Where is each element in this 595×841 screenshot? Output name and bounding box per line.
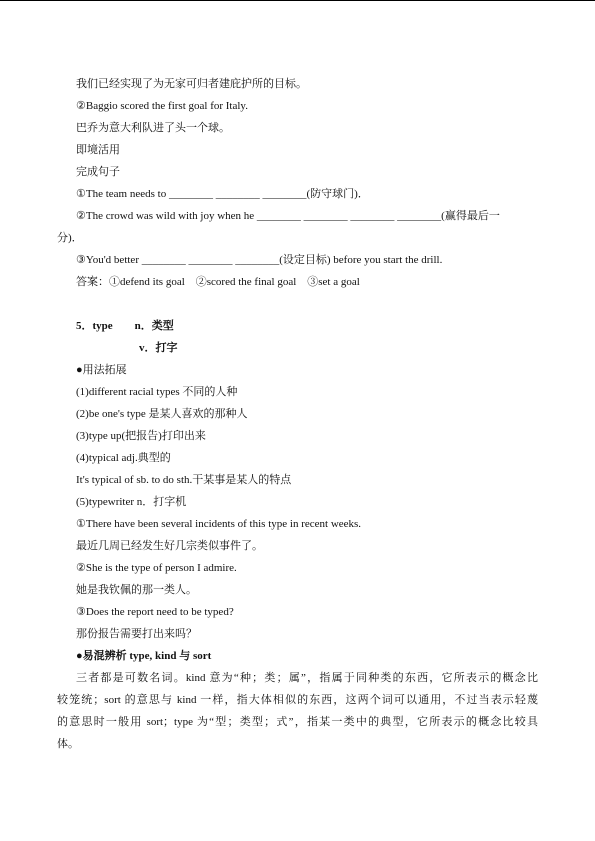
usage-item: (3)type up(把报告)打印出来 [76, 430, 206, 442]
section-heading: ●用法拓展 [76, 364, 127, 376]
text-line: 我们已经实现了为无家可归者建庇护所的目标。 [76, 78, 307, 90]
example-sentence: ②She is the type of person I admire. [76, 562, 237, 574]
exercise-item: ②The crowd was wild with joy when he ________ ________ ________ ________(赢得最后一 [76, 210, 500, 222]
answer-key: 答案：①defend its goal ②scored the final goal ③set a goal [76, 276, 360, 288]
paragraph-line [57, 693, 538, 707]
vocab-sense: v．打字 [139, 342, 178, 354]
text-line: 巴乔为意大利队进了头一个球。 [76, 122, 230, 134]
text-line: 即境活用 [76, 144, 120, 156]
paragraph-line-text: 的意思时一般用 sort；type 为“型；类型；式”，指某一类中的典型，它所表示的概念比较具 [57, 716, 538, 728]
example-translation: 那份报告需要打出来吗？ [76, 628, 197, 640]
usage-item: (2)be one's type 是某人喜欢的那种人 [76, 408, 248, 420]
exercise-item: ①The team needs to ________ ________ ________(防守球门)． [76, 188, 369, 200]
paragraph-line-text: 较笼统；sort 的意思与 kind 一样，指大体相似的东西，这两个词可以通用，不过当表示轻蔑 [57, 694, 538, 706]
example-translation: 最近几周已经发生好几宗类似事件了。 [76, 540, 263, 552]
section-heading: ●易混辨析 type, kind 与 sort [76, 650, 212, 662]
text-line: 完成句子 [76, 166, 120, 178]
paragraph-line [76, 671, 538, 685]
example-sentence: ③Does the report need to be typed? [76, 606, 234, 618]
usage-item: (4)typical adj.典型的 [76, 452, 171, 464]
paragraph-line [57, 715, 538, 729]
usage-item: (1)different racial types 不同的人种 [76, 386, 238, 398]
paragraph-line-text: 三者都是可数名词。kind 意为“种；类；属”，指属于同种类的东西，它所表示的概念比 [76, 672, 538, 684]
usage-item: (5)typewriter n．打字机 [76, 496, 187, 508]
exercise-item-continued: 分)． [57, 232, 83, 244]
example-sentence: ①There have been several incidents of this type in recent weeks. [76, 518, 362, 530]
example-translation: 她是我钦佩的那一类人。 [76, 584, 197, 596]
usage-item: It's typical of sb. to do sth.干某事是某人的特点 [76, 474, 292, 486]
paragraph-line: 体。 [57, 738, 79, 750]
vocab-heading: 5．type n．类型 [76, 320, 174, 332]
page-top-rule [0, 0, 595, 1]
exercise-item: ③You'd better ________ ________ ________(设定目标) before you start the drill. [76, 254, 443, 266]
text-line: ②Baggio scored the first goal for Italy. [76, 100, 248, 112]
